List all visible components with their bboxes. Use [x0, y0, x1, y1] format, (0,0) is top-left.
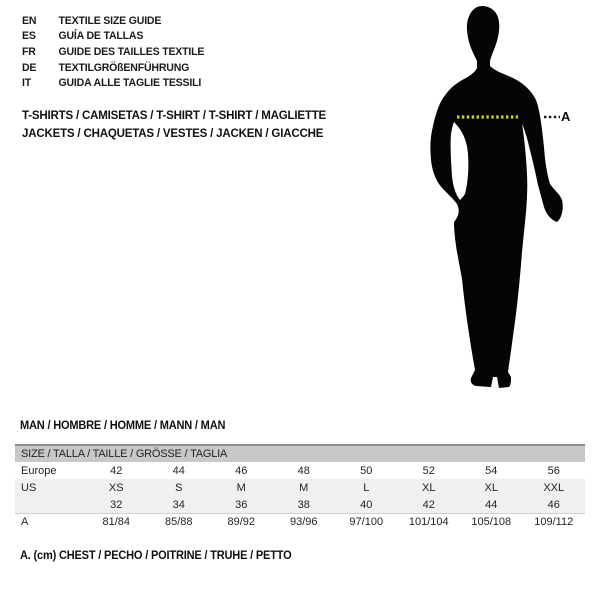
cell: 38: [297, 498, 310, 511]
garment-types-line-tshirts: T-SHIRTS / CAMISETAS / T-SHIRT / T-SHIRT / MAGLIETTE: [22, 108, 327, 122]
size-table-header: SIZE / TALLA / TAILLE / GRÖSSE / TAGLIA: [15, 444, 585, 462]
cell: 89/92: [227, 516, 256, 528]
garment-types-heading: [22, 107, 326, 142]
cell: 48: [297, 464, 310, 477]
language-code: FR: [22, 45, 36, 58]
cell: 40: [360, 498, 373, 511]
language-text: GUIDA ALLE TAGLIE TESSILI: [58, 77, 202, 90]
table-row-chest-cm: [15, 513, 585, 530]
cell: 42: [422, 498, 435, 511]
cell: L: [363, 481, 370, 494]
language-text: TEXTILGRÖßENFÜHRUNG: [58, 61, 190, 74]
row-label: Europe: [21, 464, 57, 477]
cell: M: [236, 481, 246, 494]
cell: 50: [360, 464, 373, 477]
language-text: GUIDE DES TAILLES TEXTILE: [58, 45, 205, 58]
cell: 34: [172, 498, 185, 511]
cell: 46: [235, 464, 248, 477]
measure-label-a: A: [561, 109, 571, 124]
size-figure: [410, 4, 592, 400]
language-legend: [22, 13, 204, 91]
row-label: A: [21, 516, 29, 528]
cell: 101/104: [408, 516, 449, 528]
cell: 97/100: [349, 516, 384, 528]
language-row: [22, 29, 204, 45]
language-row: [22, 75, 204, 91]
cell: 52: [422, 464, 435, 477]
cell: 85/88: [164, 516, 193, 528]
language-code: IT: [22, 77, 32, 90]
cell: XL: [484, 481, 498, 494]
table-row-europe: [15, 462, 585, 479]
table-row-us: [15, 479, 585, 496]
cell: XXL: [543, 481, 565, 494]
man-silhouette: [410, 4, 592, 400]
cell: 32: [110, 498, 123, 511]
cell: 36: [235, 498, 248, 511]
row-label: US: [21, 481, 37, 494]
language-code: DE: [22, 61, 37, 74]
size-table: [15, 444, 585, 530]
language-row: [22, 13, 204, 29]
language-row: [22, 44, 204, 60]
cell: 44: [172, 464, 185, 477]
language-code: EN: [22, 14, 37, 27]
cell: 44: [485, 498, 498, 511]
section-title-man: MAN / HOMBRE / HOMME / MANN / MAN: [20, 420, 226, 432]
language-text: GUÍA DE TALLAS: [58, 30, 144, 43]
cell: 54: [485, 464, 498, 477]
language-text: TEXTILE SIZE GUIDE: [58, 14, 162, 27]
cell: S: [175, 481, 183, 494]
cell: 46: [547, 498, 560, 511]
table-row-alt-sizes: [15, 496, 585, 513]
cell: 56: [547, 464, 560, 477]
cell: 42: [110, 464, 123, 477]
cell: M: [299, 481, 309, 494]
language-row: [22, 60, 204, 76]
cell: 93/96: [289, 516, 318, 528]
cell: XS: [108, 481, 124, 494]
cell: 81/84: [102, 516, 131, 528]
cell: 105/108: [471, 516, 512, 528]
cell: XL: [422, 481, 436, 494]
garment-types-line-jackets: JACKETS / CHAQUETAS / VESTES / JACKEN / GIACCHE: [22, 125, 324, 140]
language-code: ES: [22, 30, 36, 43]
cell: 109/112: [534, 516, 574, 528]
measure-footnote: A. (cm) CHEST / PECHO / POITRINE / TRUHE / PETTO: [20, 550, 292, 562]
